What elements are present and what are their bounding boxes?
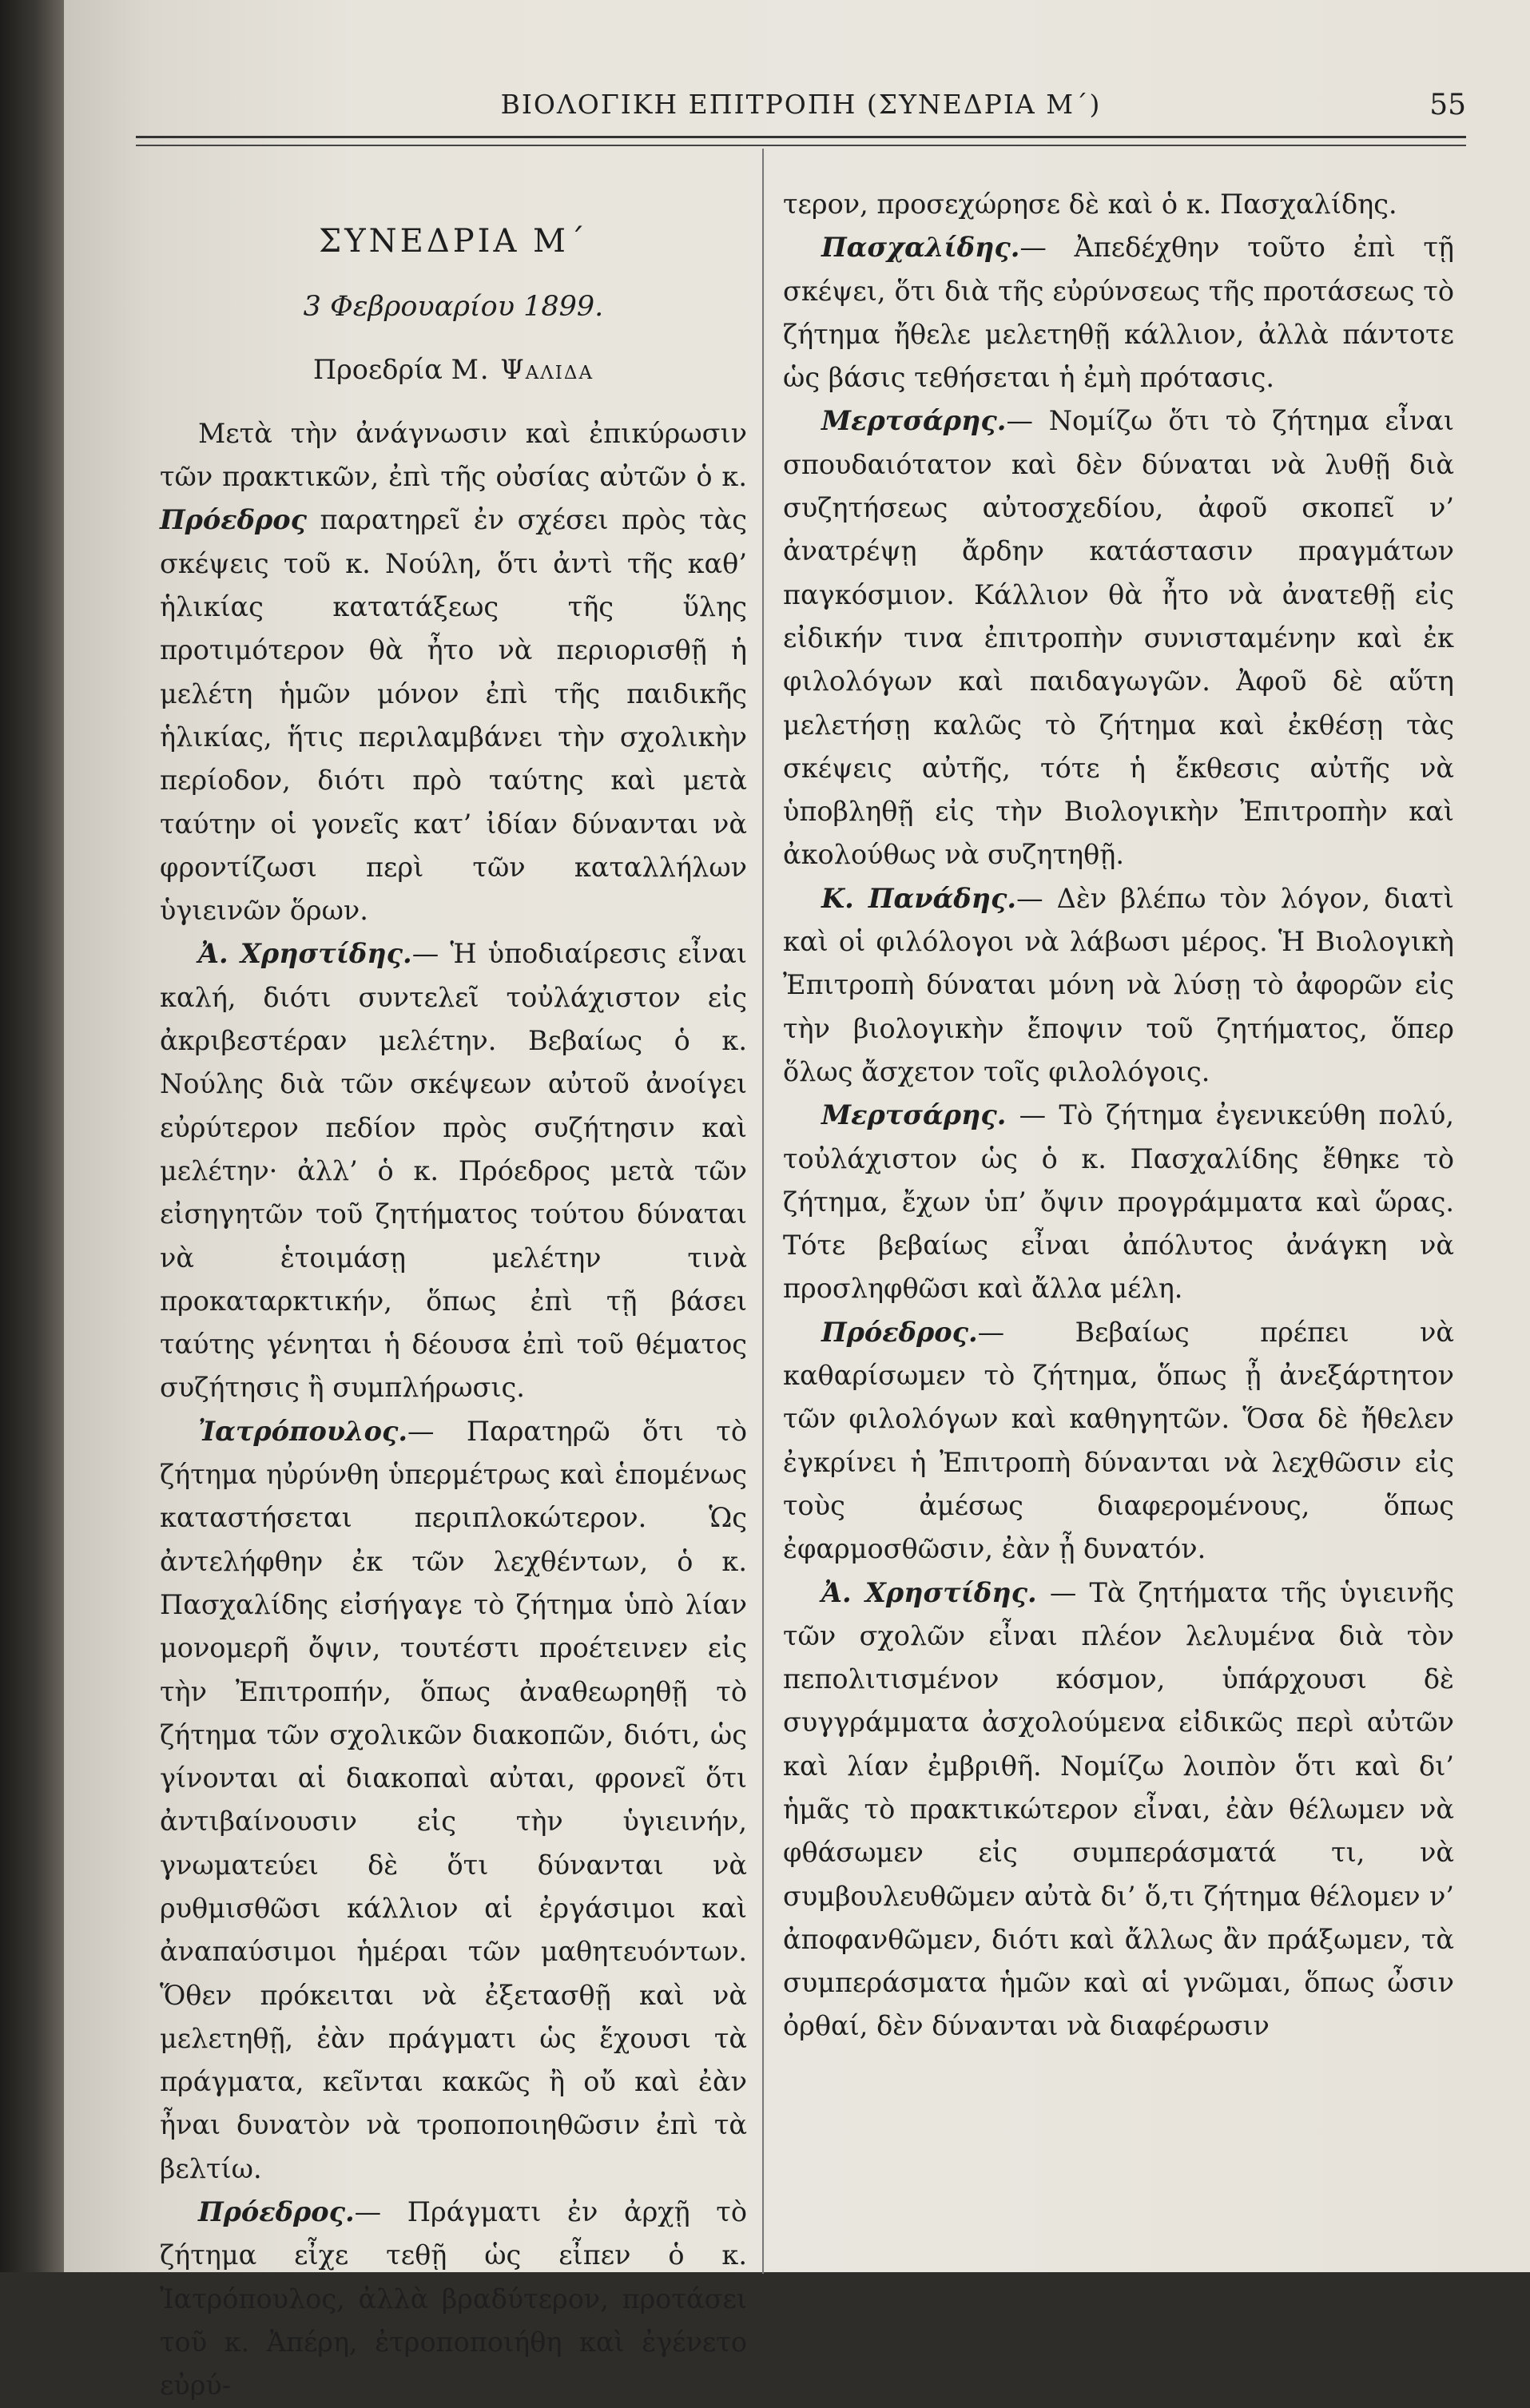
running-header bbox=[136, 84, 1466, 132]
paragraph bbox=[783, 399, 1454, 876]
paragraph bbox=[783, 877, 1454, 1094]
right-column bbox=[783, 148, 1454, 2272]
paragraph-text: — Δὲν βλέπω τὸν λόγον, διατὶ καὶ οἱ φιλόλογοι νὰ λάβωσι μέρος. Ἡ Βιολογικὴ Ἐπιτροπὴ δύναται μόνη νὰ λύσῃ τὸ ἀφορῶν εἰς τὴν βιολογικὴν ἔποψιν τοῦ ζητήματος, ὅπερ ὅλως ἄσχετον τοῖς φιλολόγοις. bbox=[783, 882, 1454, 1087]
paragraph-text: — Βεβαίως πρέπει νὰ καθαρίσωμεν τὸ ζήτημα, ὅπως ᾖ ἀνεξάρτητον τῶν φιλολόγων καὶ καθηγητῶν. Ὅσα δὲ ἤθελεν ἐγκρίνει ἡ Ἐπιτροπὴ δύνανται νὰ λεχθῶσιν εἰς τοὺς ἀμέσως διαφερομένους, ὅπως ἐφαρμοσθῶσιν, ἐὰν ᾖ δυνατόν. bbox=[783, 1316, 1454, 1565]
column-divider bbox=[762, 149, 764, 2274]
speaker-name: Μερτσάρης. bbox=[821, 1099, 1007, 1131]
left-column bbox=[160, 148, 747, 2402]
paragraph bbox=[160, 412, 747, 933]
speaker-name: Πασχαλίδης. bbox=[821, 232, 1020, 264]
session-date: 3 Φεβρουαρίου 1899. bbox=[303, 291, 604, 324]
chair-label: Προεδρία bbox=[312, 353, 443, 385]
paragraph bbox=[160, 932, 747, 1409]
session-chair bbox=[160, 348, 747, 391]
paragraph bbox=[783, 1572, 1454, 2048]
paragraph bbox=[783, 226, 1454, 399]
paragraph-text: τερον, προσεχώρησε δὲ καὶ ὁ κ. Πασχαλίδης. bbox=[783, 189, 1397, 220]
paragraph bbox=[783, 1094, 1454, 1310]
page-number: 55 bbox=[1429, 89, 1466, 121]
paragraph-text: — Νομίζω ὅτι τὸ ζήτημα εἶναι σπουδαιότατον καὶ δὲν δύναται νὰ λυθῇ διὰ συζητήσεως αὐτοσχεδίου, ἀφοῦ σκοπεῖ ν’ ἀνατρέψῃ ἄρδην κατάστασιν πραγμάτων παγκόσμιον. Κάλλιον θὰ ἦτο νὰ ἀνατεθῇ εἰς εἰδικήν τινα ἐπιτροπὴν συνισταμένην καὶ ἐκ φιλολόγων καὶ παιδαγωγῶν. Ἀφοῦ δὲ αὕτη μελετήσῃ καλῶς τὸ ζήτημα καὶ ἐκθέσῃ τὰς σκέψεις αὐτῆς, τότε ἡ ἔκθεσις αὐτῆς νὰ ὑποβληθῇ εἰς τὴν Βιολογικὴν Ἐπιτροπὴν καὶ ἀκολούθως νὰ συζητηθῇ. bbox=[783, 405, 1454, 871]
speaker-name: Μερτσάρης. bbox=[821, 405, 1007, 437]
paragraph-text: Μετὰ τὴν ἀνάγνωσιν καὶ ἐπικύρωσιν τῶν πρακτικῶν, ἐπὶ τῆς οὐσίας αὐτῶν ὁ κ. bbox=[160, 417, 747, 493]
header-rule-bottom bbox=[136, 145, 1466, 146]
book-spine-shadow bbox=[0, 0, 64, 2272]
speaker-name: Κ. Πανάδης. bbox=[821, 882, 1017, 914]
running-title: ΒΙΟΛΟΓΙΚΗ ΕΠΙΤΡΟΠΗ (ΣΥΝΕΔΡΙΑ Μ΄) bbox=[500, 89, 1102, 120]
paragraph bbox=[160, 1410, 747, 2191]
paragraph bbox=[783, 148, 1454, 226]
session-heading: ΣΥΝΕΔΡΙΑ Μ΄ bbox=[318, 223, 589, 260]
paragraph-text: παρατηρεῖ ἐν σχέσει πρὸς τὰς σκέψεις τοῦ κ. Νούλη, ὅτι ἀντὶ τῆς καθ’ ἡλικίας κατατάξεως τῆς ὕλης προτιμότερον θὰ ἦτο νὰ περιορισθῇ ἡ μελέτη ἡμῶν μόνον ἐπὶ τῆς παιδικῆς ἡλικίας, ἥτις περιλαμβάνει τὴν σχολικὴν περίοδον, διότι πρὸ ταύτης καὶ μετὰ ταύτην οἱ γονεῖς κατ’ ἰδίαν δύνανται νὰ φροντίζωσι περὶ τῶν καταλλήλων ὑγιεινῶν ὅρων. bbox=[160, 504, 747, 927]
speaker-name: Ἰατρόπουλος. bbox=[198, 1415, 408, 1447]
paragraph-text: — Παρατηρῶ ὅτι τὸ ζήτημα ηὐρύνθη ὑπερμέτρως καὶ ἑπομένως καταστήσεται περιπλοκώτερον. Ὡς ἀντελήφθην ἐκ τῶν λεχθέντων, ὁ κ. Πασχαλίδης εἰσήγαγε τὸ ζήτημα ὑπὸ λίαν μονομερῆ ὄψιν, τουτέστι προέτεινεν εἰς τὴν Ἐπιτροπήν, ὅπως ἀναθεωρηθῇ τὸ ζήτημα τῶν σχολικῶν διακοπῶν, διότι, ὡς γίνονται αἱ διακοπαὶ αὐται, φρονεῖ ὅτι ἀντιβαίνουσιν εἰς τὴν ὑγιεινήν, γνωματεύει δὲ ὅτι δύνανται νὰ ρυθμισθῶσι κάλλιον αἱ ἐργάσιμοι καὶ ἀναπαύσιμοι ἡμέραι τῶν μαθητευόντων. Ὅθεν πρόκειται νὰ ἐξετασθῇ καὶ νὰ μελετηθῇ, ἐὰν πράγματι ὡς ἔχουσι τὰ πράγματα, κεῖνται κακῶς ἢ οὔ καὶ ἐὰν ἦναι δυνατὸν νὰ τροποποιηθῶσιν ἐπὶ τὰ βελτίω. bbox=[160, 1415, 747, 2184]
paragraph bbox=[160, 2191, 747, 2407]
paragraph-text: — Ἡ ὑποδιαίρεσις εἶναι καλή, διότι συντελεῖ τοὐλάχιστον εἰς ἀκριβεστέραν μελέτην. Βεβαίως ὁ κ. Νούλης διὰ τῶν σκέψεων αὐτοῦ ἀνοίγει εὐρύτερον πεδίον πρὸς συζήτησιν καὶ μελέτην· ἀλλ’ ὁ κ. Πρόεδρος μετὰ τῶν εἰσηγητῶν τοῦ ζητήματος τούτου δύναται νὰ ἑτοιμάσῃ μελέτην τινὰ προκαταρκτικήν, ὅπως ἐπὶ τῇ βάσει ταύτης γένηται ἡ δέουσα ἐπὶ τοῦ θέματος συζήτησις ἢ συμπλήρωσις. bbox=[160, 938, 747, 1404]
paragraph-text: — Πράγματι ἐν ἀρχῇ τὸ ζήτημα εἶχε τεθῇ ὡς εἶπεν ὁ κ. Ἰατρόπουλος, ἀλλὰ βραδύτερον, προτάσει τοῦ κ. Ἀπέρη, ἐτροποποιήθη καὶ ἐγένετο εὐρύ- bbox=[160, 2196, 747, 2402]
speaker-name: Ἀ. Χρηστίδης. bbox=[198, 938, 412, 970]
speaker-name: Πρόεδρος. bbox=[821, 1316, 978, 1348]
chair-name: Μ. Ψαλιδα bbox=[451, 353, 594, 385]
document-page bbox=[64, 0, 1530, 2402]
speaker-name: Ἀ. Χρηστίδης. bbox=[821, 1576, 1037, 1608]
speaker-name: Πρόεδρος bbox=[160, 504, 308, 536]
paragraph-text: — Ἀπεδέχθην τοῦτο ἐπὶ τῇ σκέψει, ὅτι διὰ τῆς εὐρύνσεως τῆς προτάσεως τὸ ζήτημα ἤθελε μελετηθῇ κάλλιον, ἀλλὰ πάντοτε ὡς βάσις τεθήσεται ἡ ἐμὴ πρότασις. bbox=[783, 232, 1454, 394]
speaker-name: Πρόεδρος. bbox=[198, 2196, 355, 2228]
paragraph-text: — Τὰ ζητήματα τῆς ὑγιεινῆς τῶν σχολῶν εἶναι πλέον λελυμένα διὰ τὸν πεπολιτισμένον κόσμον, ὑπάρχουσι δὲ συγγράμματα ἀσχολούμενα εἰδικῶς περὶ αὐτῶν καὶ λίαν ἐμβριθῆ. Νομίζω λοιπὸν ὅτι καὶ δι’ ἡμᾶς τὸ πρακτικώτερον εἶναι, ἐὰν θέλωμεν νὰ φθάσωμεν εἰς συμπεράσματά τι, νὰ συμβουλευθῶμεν αὐτὰ δι’ ὅ,τι ζήτημα θέλομεν ν’ ἀποφανθῶμεν, διότι καὶ ἄλλως ἂν πράξωμεν, τὰ συμπεράσματα ἡμῶν καὶ αἱ γνῶμαι, ὅπως ὦσιν ὀρθαί, δὲν δύνανται νὰ διαφέρωσιν bbox=[783, 1576, 1454, 2042]
paragraph bbox=[783, 1311, 1454, 1572]
header-rule-top bbox=[136, 136, 1466, 138]
paragraph-text: — Τὸ ζήτημα ἐγενικεύθη πολύ, τοὐλάχιστον ὡς ὁ κ. Πασχαλίδης ἔθηκε τὸ ζήτημα, ἔχων ὑπ’ ὄψιν προγράμματα καὶ ὥρας. Τότε βεβαίως εἶναι ἀπόλυτος ἀνάγκη νὰ προσληφθῶσι καὶ ἄλλα μέλη. bbox=[783, 1099, 1454, 1305]
